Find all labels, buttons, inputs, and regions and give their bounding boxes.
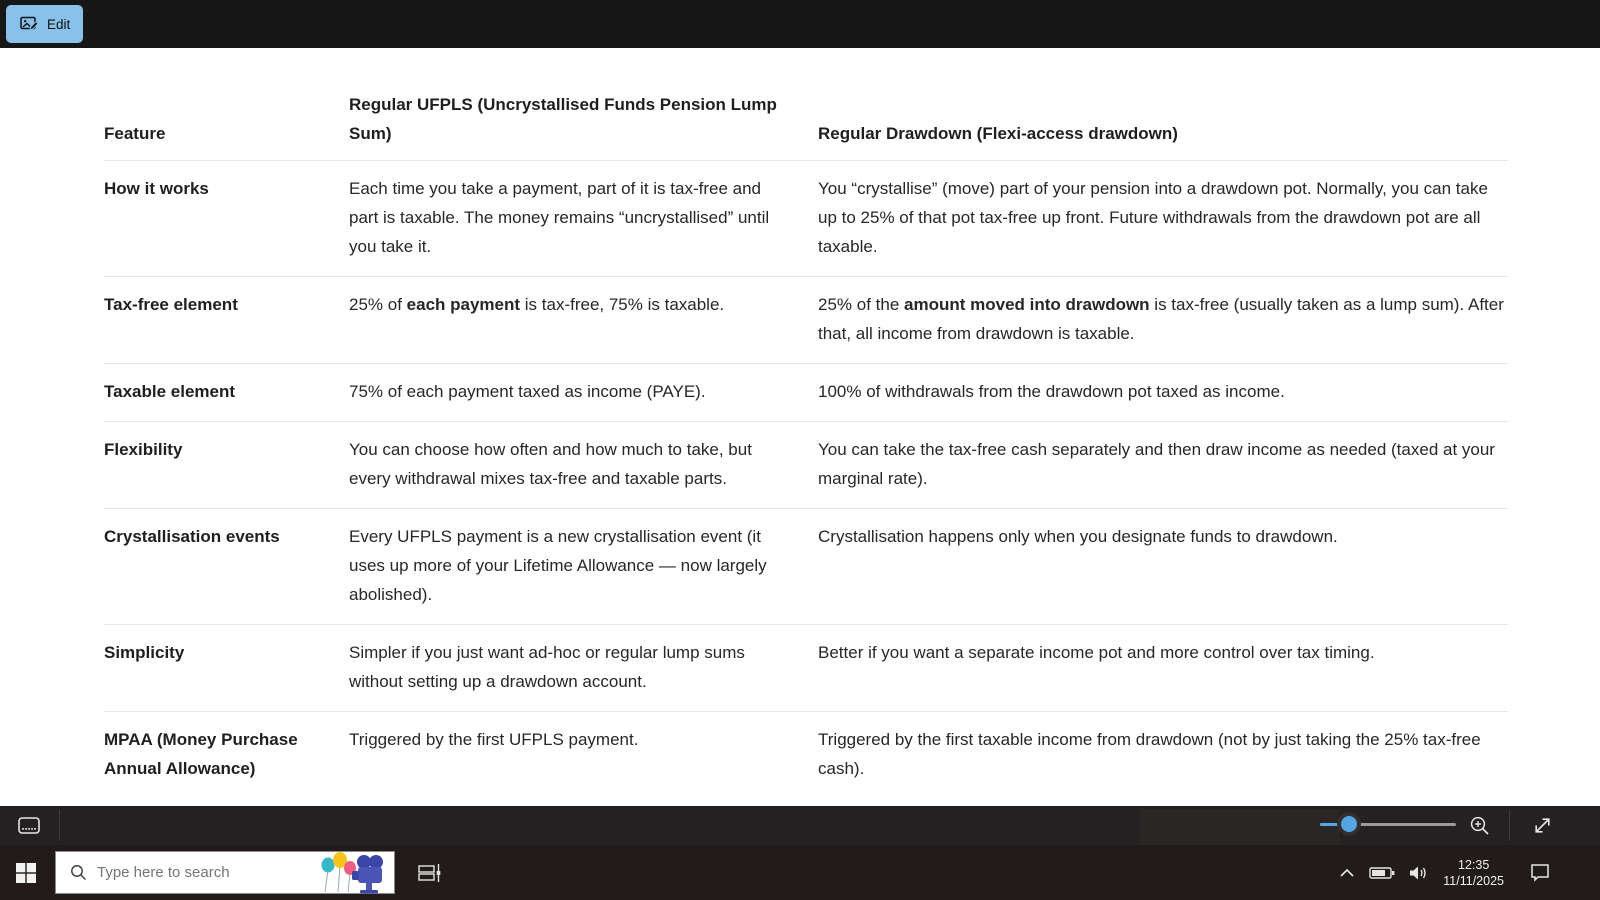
windows-start-icon [15, 862, 37, 884]
start-button[interactable] [0, 845, 52, 900]
drawdown-cell: Crystallisation happens only when you designate funds to drawdown. [818, 527, 1338, 546]
action-center-icon [1530, 863, 1550, 882]
table-row [104, 161, 1508, 277]
ufpls-cell: Each time you take a payment, part of it is tax-free and part is taxable. The money remains “uncrystallised” until you take it. [349, 179, 770, 256]
drawdown-cell: 100% of withdrawals from the drawdown pot taxed as income. [818, 382, 1285, 401]
search-icon [70, 864, 87, 881]
taskbar-search[interactable] [55, 851, 395, 894]
action-center-button[interactable] [1530, 863, 1550, 882]
column-header: Feature [104, 124, 166, 143]
feature-cell: Tax-free element [104, 295, 238, 314]
tray-overflow-button[interactable] [1339, 868, 1355, 878]
comparison-table [104, 90, 1508, 798]
search-input[interactable] [97, 864, 314, 881]
feature-cell: How it works [104, 179, 209, 198]
ufpls-cell: Every UFPLS payment is a new crystallisation event (it uses up more of your Lifetime Allowance — now largely abolished). [349, 527, 767, 604]
ufpls-cell: You can choose how often and how much to take, but every withdrawal mixes tax-free and taxable parts. [349, 440, 752, 488]
toolbar-divider [59, 810, 60, 841]
drawdown-cell: You can take the tax-free cash separately and then draw income as needed (taxed at your marginal rate). [818, 440, 1495, 488]
app-titlebar [0, 0, 1600, 48]
battery-button[interactable] [1369, 866, 1395, 880]
column-header: Regular UFPLS (Uncrystallised Funds Pension Lump Sum) [349, 95, 777, 143]
feature-cell: MPAA (Money Purchase Annual Allowance) [104, 730, 298, 778]
clock-time: 12:35 [1458, 857, 1490, 872]
feature-cell: Simplicity [104, 643, 185, 662]
drawdown-cell: Triggered by the first taxable income from drawdown (not by just taking the 25% tax-free cash). [818, 730, 1481, 778]
zoom-in-icon [1469, 815, 1490, 836]
image-edit-icon [19, 14, 39, 34]
ufpls-cell: Simpler if you just want ad-hoc or regular lump sums without setting up a drawdown account. [349, 643, 745, 691]
ufpls-cell: 25% of each payment is tax-free, 75% is taxable. [349, 295, 725, 314]
table-row [104, 422, 1508, 509]
edit-button[interactable] [6, 5, 83, 43]
balloons-camera-icon [314, 852, 386, 894]
zoom-in-button[interactable] [1464, 810, 1494, 841]
table-row [104, 277, 1508, 364]
table-row [104, 509, 1508, 625]
chevron-up-icon [1339, 868, 1355, 878]
clock-date: 11/11/2025 [1443, 873, 1504, 888]
keyboard-button[interactable] [12, 809, 46, 841]
ufpls-cell: 75% of each payment taxed as income (PAYE). [349, 382, 706, 401]
task-view-button[interactable] [408, 845, 452, 900]
edit-button-label: Edit [47, 16, 71, 32]
table-row [104, 364, 1508, 422]
toolbar-hover-panel [1140, 809, 1340, 845]
drawdown-cell: 25% of the amount moved into drawdown is tax-free (usually taken as a lump sum). After that, all income from drawdown is taxable. [818, 295, 1504, 343]
table-header-row [104, 90, 1508, 161]
system-tray [1339, 845, 1550, 900]
toolbar-divider [1509, 810, 1510, 841]
document-area [0, 48, 1600, 806]
drawdown-cell: Better if you want a separate income pot and more control over tax timing. [818, 643, 1375, 662]
column-header: Regular Drawdown (Flexi-access drawdown) [818, 124, 1178, 143]
table-row [104, 712, 1508, 798]
taskbar-clock[interactable] [1443, 857, 1504, 889]
battery-icon [1369, 866, 1395, 880]
ufpls-cell: Triggered by the first UFPLS payment. [349, 730, 639, 749]
viewer-toolbar [0, 806, 1600, 845]
drawdown-cell: You “crystallise” (move) part of your pension into a drawdown pot. Normally, you can take up to 25% of that pot tax-free up front. Future withdrawals from the drawdown pot are all taxable. [818, 179, 1488, 256]
feature-cell: Crystallisation events [104, 527, 280, 546]
volume-button[interactable] [1409, 865, 1429, 881]
task-view-icon [418, 863, 442, 883]
keyboard-icon [18, 817, 40, 834]
expand-icon [1533, 816, 1552, 835]
speaker-icon [1409, 865, 1429, 881]
table-row [104, 625, 1508, 712]
feature-cell: Taxable element [104, 382, 236, 401]
feature-cell: Flexibility [104, 440, 183, 459]
fullscreen-button[interactable] [1527, 810, 1557, 841]
zoom-slider-fill [1320, 823, 1342, 826]
zoom-slider-thumb[interactable] [1341, 816, 1357, 832]
taskbar [0, 845, 1600, 900]
